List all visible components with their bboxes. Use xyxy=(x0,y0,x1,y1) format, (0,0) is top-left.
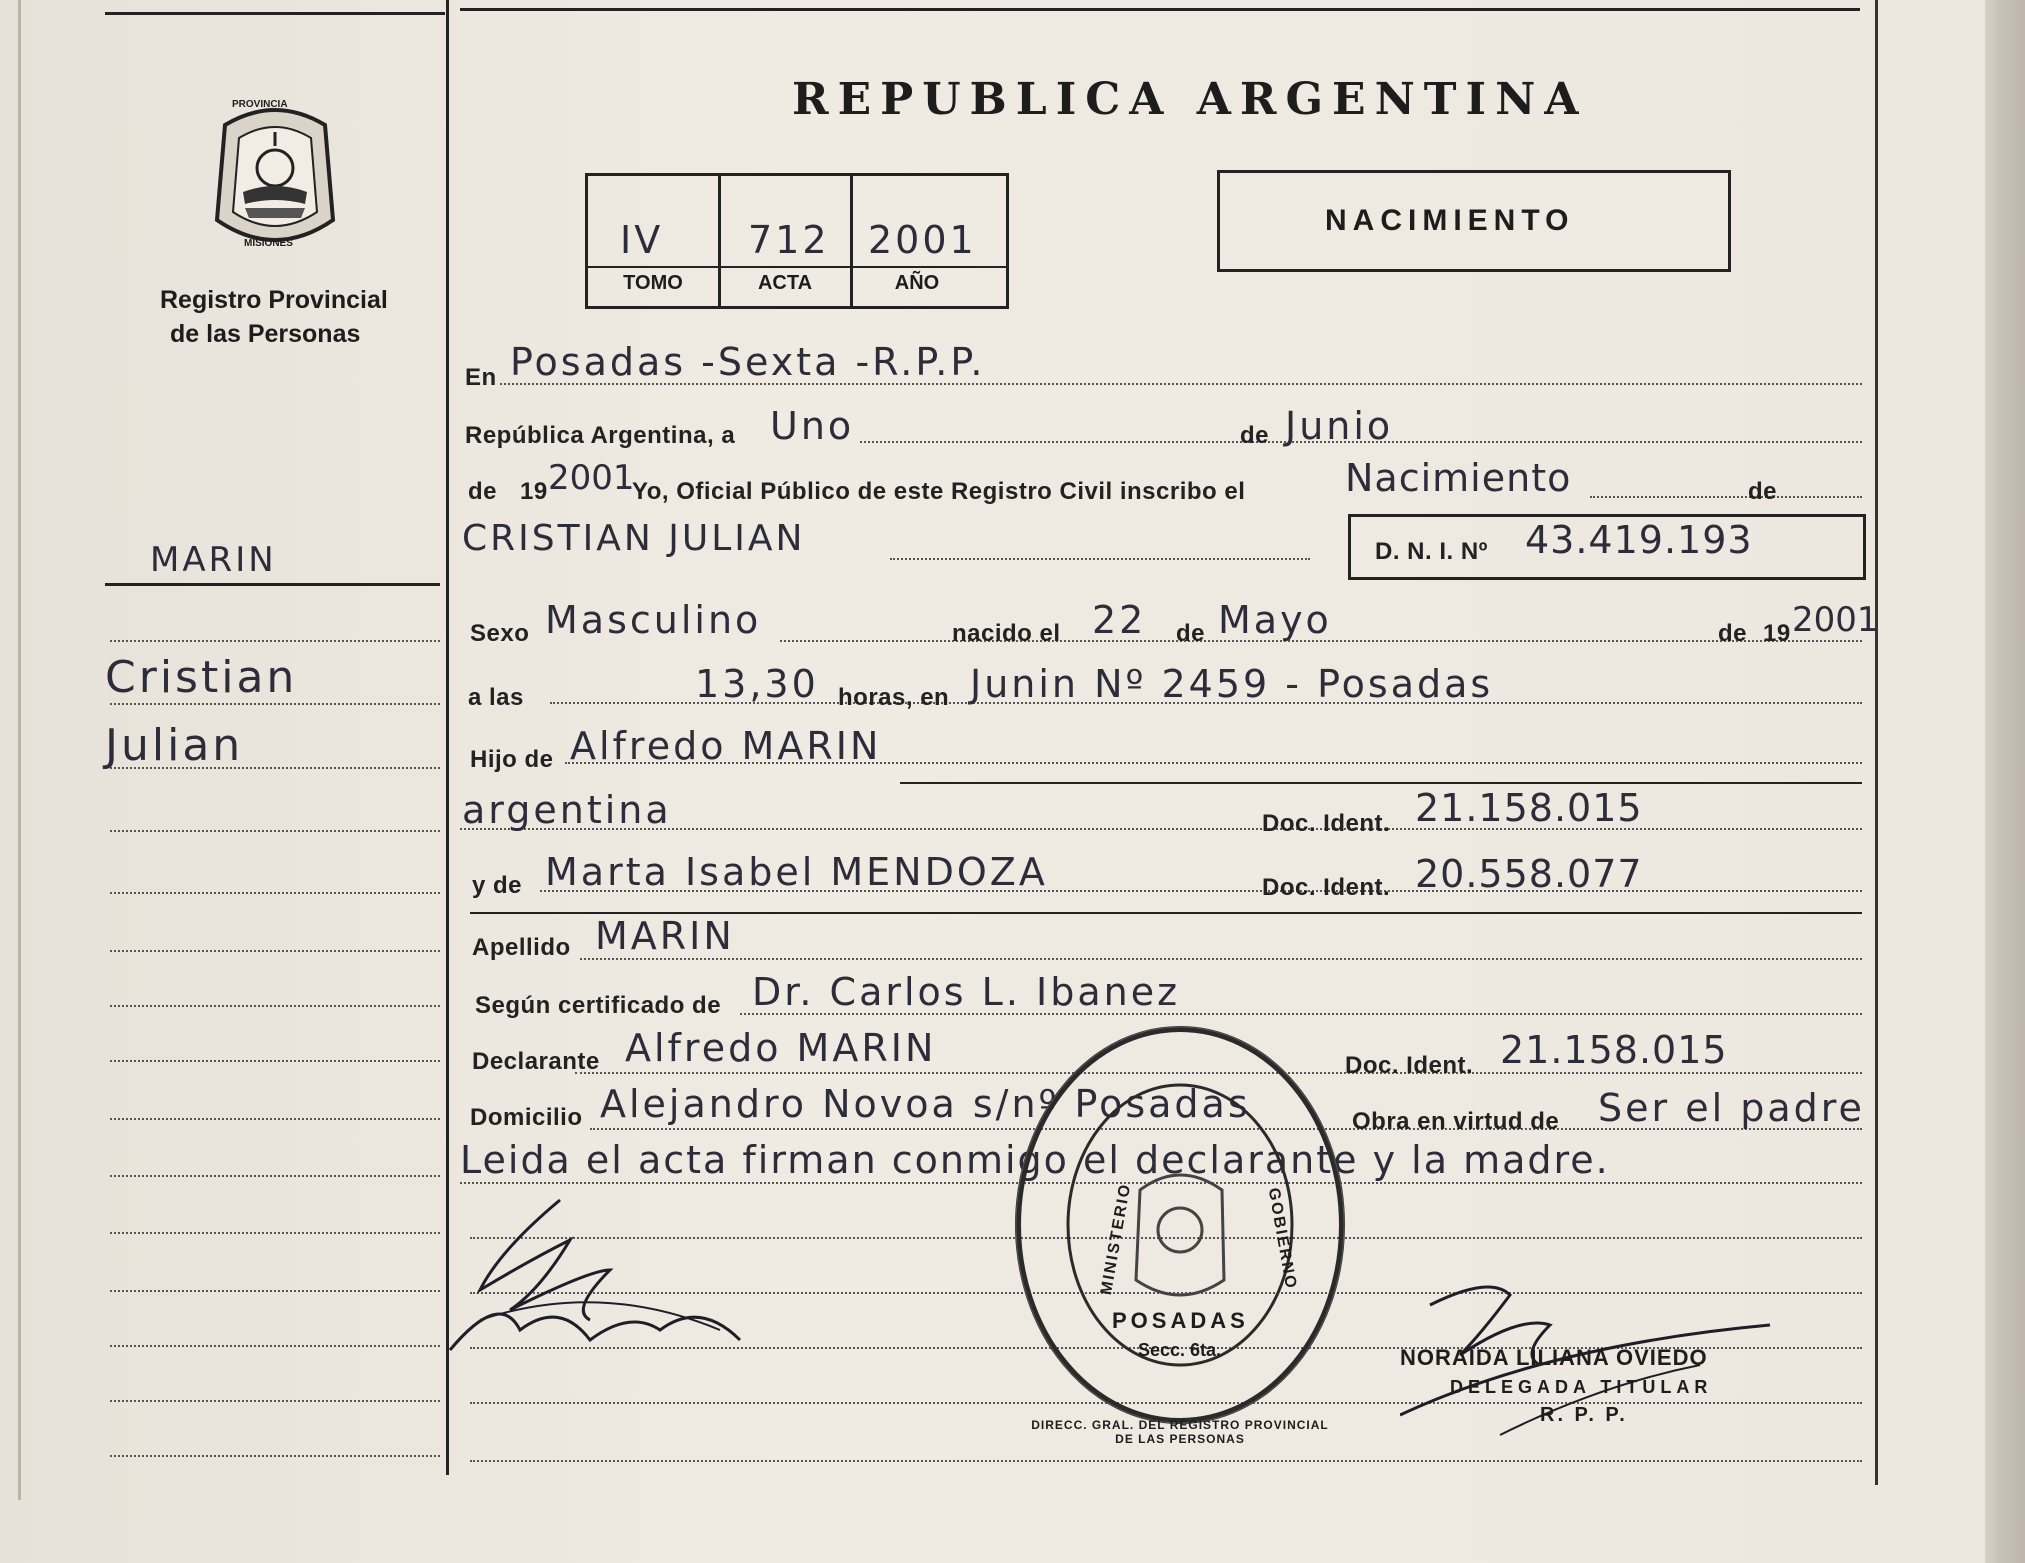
domicilio-label: Domicilio xyxy=(470,1104,583,1131)
doc-label: Doc. Ident. xyxy=(1262,810,1391,837)
alas-label: a las xyxy=(468,684,524,711)
stamp-inner-right: GOBIERNO xyxy=(1264,1186,1300,1292)
act-type-label: NACIMIENTO xyxy=(1325,204,1575,237)
left-fold xyxy=(18,0,21,1500)
birth-year-prefix: 19 xyxy=(1763,620,1791,647)
form-line xyxy=(580,958,1862,960)
margin-line xyxy=(110,703,440,705)
margin-line xyxy=(110,1290,440,1292)
apellido-label: Apellido xyxy=(472,934,571,961)
day-value: Uno xyxy=(770,404,855,448)
margin-line xyxy=(110,1005,440,1007)
sexo-label: Sexo xyxy=(470,620,530,647)
margin-surname: MARIN xyxy=(150,540,277,580)
form-line xyxy=(1590,496,1862,498)
obra-value: Ser el padre xyxy=(1598,1086,1865,1130)
acta-label: ACTA xyxy=(757,272,813,294)
margin-line xyxy=(110,1232,440,1234)
seal-top-label: PROVINCIA xyxy=(232,99,288,110)
margin-line xyxy=(110,1455,440,1457)
form-line xyxy=(470,1460,1862,1462)
father-doc: 21.158.015 xyxy=(1415,786,1643,830)
de4-label: de xyxy=(1176,620,1206,647)
birth-place: Junin Nº 2459 - Posadas xyxy=(970,662,1494,706)
stamp-inner-left: MINISTERIO xyxy=(1097,1181,1135,1297)
mother-name: Marta Isabel MENDOZA xyxy=(545,850,1048,894)
leida-text: Leida el acta firman conmigo el declarante y la madre. xyxy=(460,1138,1610,1182)
mother-doc: 20.558.077 xyxy=(1415,852,1643,896)
acta-value: 712 xyxy=(748,218,830,262)
margin-line xyxy=(110,950,440,952)
month-value: Junio xyxy=(1285,404,1394,448)
obra-label: Obra en virtud de xyxy=(1352,1108,1560,1135)
dni-label: D. N. I. Nº xyxy=(1375,538,1488,565)
yde-label: y de xyxy=(472,872,523,899)
margin-line xyxy=(110,892,440,894)
official-office: R. P. P. xyxy=(1540,1404,1628,1426)
margin-line xyxy=(110,1118,440,1120)
yo-label: Yo, Oficial Público de este Registro Civil inscribo el xyxy=(632,478,1246,505)
declarant-signatures-icon xyxy=(440,1180,760,1370)
republica-label: República Argentina, a xyxy=(465,422,736,449)
country-title: REPUBLICA ARGENTINA xyxy=(792,74,1588,125)
office-name-line2: de las Personas xyxy=(170,320,361,348)
dni-value: 43.419.193 xyxy=(1525,518,1753,562)
margin-name1: Cristian xyxy=(105,652,298,703)
father-name: Alfredo MARIN xyxy=(570,724,882,768)
frame-top-left xyxy=(105,12,445,15)
horas-label: horas, en xyxy=(838,684,950,711)
father-nationality: argentina xyxy=(462,788,672,832)
stamp-ring-text: DIRECC. GRAL. DEL REGISTRO PROVINCIAL DE LAS PERSONAS xyxy=(1031,1418,1329,1446)
en-value: Posadas -Sexta -R.P.P. xyxy=(510,340,986,384)
sexo-value: Masculino xyxy=(545,598,762,642)
frame-right xyxy=(1875,0,1878,1485)
margin-line xyxy=(110,1345,440,1347)
cert-label: Según certificado de xyxy=(475,992,722,1019)
birth-day: 22 xyxy=(1092,598,1147,642)
stamp-city: POSADAS xyxy=(1112,1308,1249,1333)
book-edge xyxy=(1985,0,2025,1563)
doc2-label: Doc. Ident. xyxy=(1262,874,1391,901)
hijo-label: Hijo de xyxy=(470,746,554,773)
margin-line xyxy=(110,1060,440,1062)
year-prefix: 19 xyxy=(520,478,548,505)
official-title: DELEGADA TITULAR xyxy=(1450,1377,1713,1397)
provincial-seal-icon xyxy=(205,100,345,260)
decl-value: Alfredo MARIN xyxy=(625,1026,937,1070)
ano-value: 2001 xyxy=(868,218,977,262)
birth-month: Mayo xyxy=(1218,598,1332,642)
form-line xyxy=(890,558,1310,560)
form-line xyxy=(900,782,1862,784)
de5-label: de xyxy=(1718,620,1748,647)
margin-line xyxy=(110,1400,440,1402)
birth-year: 2001 xyxy=(1792,600,1879,640)
de3-label: de xyxy=(1748,478,1778,505)
child-name: CRISTIAN JULIAN xyxy=(462,518,806,559)
margin-line xyxy=(110,1175,440,1177)
margin-line xyxy=(105,583,440,586)
decl-doc: 21.158.015 xyxy=(1500,1028,1728,1072)
de-label: de xyxy=(1240,422,1270,449)
office-name-line1: Registro Provincial xyxy=(160,286,388,314)
year-value: 2001 xyxy=(548,458,635,498)
official-stamp-icon xyxy=(1010,1020,1350,1430)
ano-label: AÑO xyxy=(894,272,940,294)
nacido-label: nacido el xyxy=(952,620,1061,647)
cert-value: Dr. Carlos L. Ibanez xyxy=(752,970,1181,1014)
decl-label: Declarante xyxy=(472,1048,600,1075)
tomo-label: TOMO xyxy=(623,272,683,294)
hour-value: 13,30 xyxy=(695,662,819,706)
seal-bottom-label: MISIONES xyxy=(244,238,293,249)
apellido-value: MARIN xyxy=(595,914,735,958)
domicilio-value: Alejandro Novoa s/nº Posadas xyxy=(600,1082,1251,1126)
en-label: En xyxy=(465,364,497,391)
tomo-value: IV xyxy=(620,218,664,262)
margin-name2: Julian xyxy=(105,720,244,771)
event-value: Nacimiento xyxy=(1345,456,1572,500)
doc3-label: Doc. Ident. xyxy=(1345,1052,1474,1079)
frame-top-right xyxy=(460,8,1860,11)
de2-label: de xyxy=(468,478,498,505)
stamp-office: Secc. 6ta. xyxy=(1138,1340,1222,1360)
margin-line xyxy=(110,830,440,832)
official-name: NORAIDA LILIANA OVIEDO xyxy=(1400,1345,1708,1370)
margin-line xyxy=(110,640,440,642)
